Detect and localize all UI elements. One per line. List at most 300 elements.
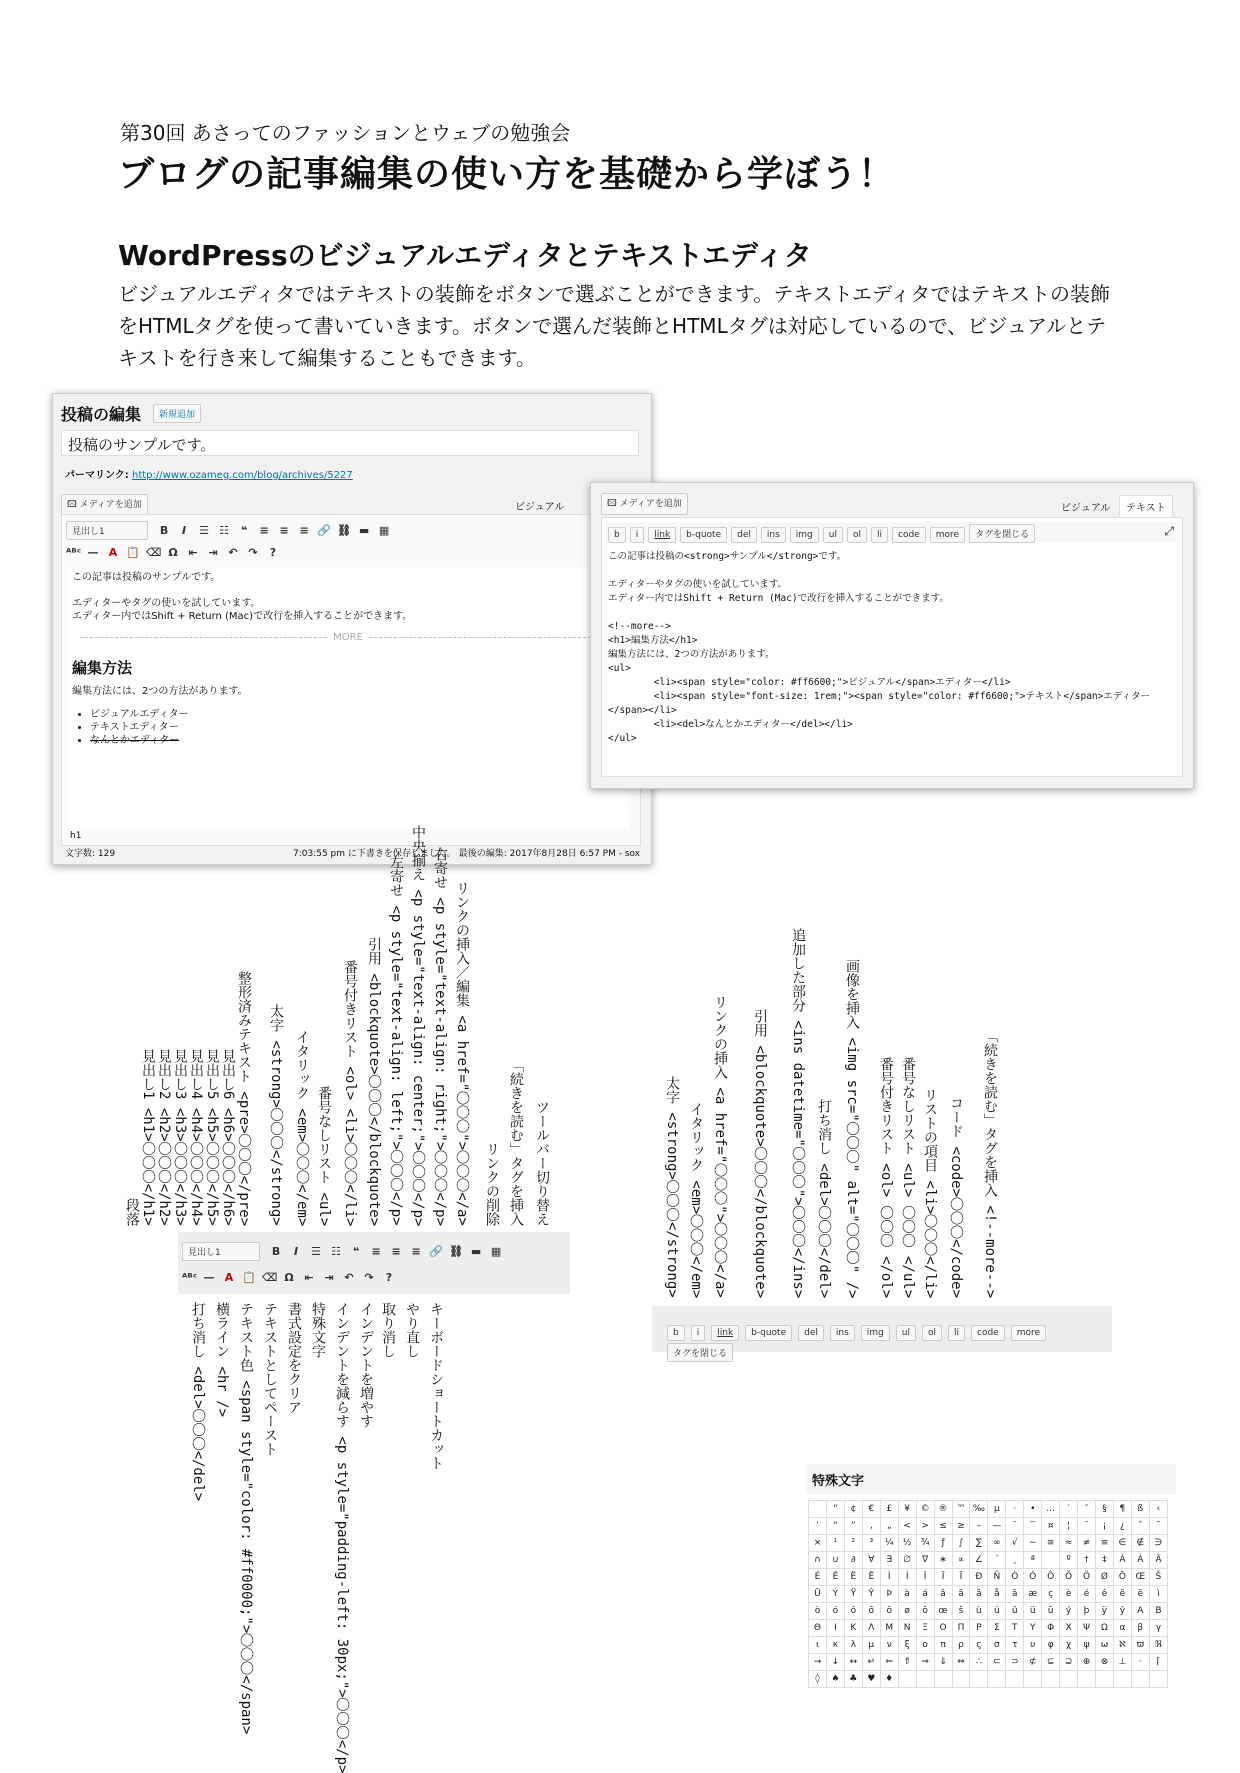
special-char-cell[interactable]: ÿ	[1096, 1603, 1114, 1620]
quicktag-button[interactable]: code	[892, 527, 926, 543]
special-char-cell[interactable]: Š	[1149, 1569, 1167, 1586]
special-char-cell[interactable]: Π	[952, 1620, 970, 1637]
special-char-cell[interactable]: Ī	[952, 1569, 970, 1586]
special-char-cell	[1078, 1671, 1096, 1688]
special-char-cell[interactable]: Ê	[826, 1569, 844, 1586]
align-right-icon[interactable]: ≡	[299, 524, 309, 537]
clear-format-icon[interactable]: ⌫	[262, 1271, 278, 1284]
special-char-cell[interactable]: ˆ	[1131, 1518, 1149, 1535]
special-char-cell[interactable]: >	[916, 1518, 934, 1535]
special-char-cell[interactable]: ″	[1078, 1501, 1096, 1518]
special-char-cell[interactable]: ú	[988, 1603, 1006, 1620]
special-char-cell[interactable]: ↔	[844, 1654, 862, 1671]
special-char-cell[interactable]: ù	[970, 1603, 988, 1620]
special-char-cell[interactable]: ‡	[1096, 1552, 1114, 1569]
special-char-cell[interactable]: ♥	[862, 1671, 880, 1688]
align-center-icon[interactable]: ≡	[279, 524, 289, 537]
quicktag-button[interactable]: li	[871, 527, 888, 543]
special-char-cell[interactable]: ι	[809, 1637, 827, 1654]
special-char-cell[interactable]: ↵	[862, 1654, 880, 1671]
special-char-cell[interactable]: ∅	[898, 1552, 916, 1569]
special-char-cell[interactable]: Ò	[1006, 1569, 1024, 1586]
special-char-cell[interactable]: ∩	[809, 1552, 827, 1569]
special-char-cell[interactable]: æ	[1024, 1586, 1042, 1603]
special-char-cell[interactable]: É	[809, 1569, 827, 1586]
special-char-cell[interactable]: ¹	[826, 1535, 844, 1552]
quicktag-button[interactable]: タグを閉じる	[667, 1343, 733, 1362]
special-char-cell[interactable]: φ	[1042, 1637, 1060, 1654]
special-char-cell[interactable]: Ý	[826, 1586, 844, 1603]
special-char-cell[interactable]: μ	[862, 1637, 880, 1654]
special-char-cell	[898, 1671, 916, 1688]
tab-visual[interactable]: ビジュアル	[1061, 503, 1111, 514]
special-char-cell[interactable]: Á	[1131, 1552, 1149, 1569]
special-char-cell[interactable]: √	[1006, 1535, 1024, 1552]
outdent-icon[interactable]: ⇤	[304, 1271, 314, 1284]
undo-icon[interactable]: ↶	[228, 546, 238, 559]
special-char-cell[interactable]: Õ	[1060, 1569, 1078, 1586]
special-char-cell[interactable]: ⊕	[1078, 1654, 1096, 1671]
special-char-cell[interactable]: ê	[1096, 1586, 1114, 1603]
quicktag-button[interactable]: タグを閉じる	[969, 524, 1035, 543]
special-char-cell[interactable]: ◊	[809, 1671, 827, 1688]
numbered-list-icon[interactable]: ☷	[331, 1245, 342, 1258]
special-char-cell[interactable]: ¶	[1113, 1501, 1131, 1518]
blockquote-icon[interactable]: ❝	[352, 1245, 360, 1258]
visual-editor-content[interactable]: この記事は投稿のサンプルです。 エディターやタグの使いを試しています。 エディター内ではShift + Return (Mac)で改行を挿入することができます。 MORE 編集方法 編集方法には、2つの方法があります。 • ビジュアルエディター • テキストエディター • なんとかエディター	[68, 567, 628, 829]
add-media-button[interactable]: 🖾 メディアを追加	[61, 494, 148, 516]
special-char-cell[interactable]: ½	[898, 1535, 916, 1552]
align-left-icon[interactable]: ≡	[259, 524, 269, 537]
special-char-cell[interactable]: À	[1113, 1552, 1131, 1569]
special-char-cell[interactable]: ϖ	[1131, 1637, 1149, 1654]
special-char-cell[interactable]: Î	[916, 1569, 934, 1586]
special-char-cell[interactable]: ⊇	[1060, 1654, 1078, 1671]
special-char-cell[interactable]: ω	[1096, 1637, 1114, 1654]
special-char-cell[interactable]: σ	[988, 1637, 1006, 1654]
quicktag-button[interactable]: li	[948, 1325, 965, 1341]
special-char-cell[interactable]: ∴	[970, 1654, 988, 1671]
special-char-cell[interactable]: ⇔	[952, 1654, 970, 1671]
special-char-cell[interactable]: “	[826, 1518, 844, 1535]
special-char-cell[interactable]: Ø	[1096, 1569, 1114, 1586]
special-char-cell[interactable]: Ë	[844, 1569, 862, 1586]
special-char-cell[interactable]: ⇑	[898, 1654, 916, 1671]
special-char-cell[interactable]: â	[934, 1586, 952, 1603]
special-char-cell[interactable]: ý	[1060, 1603, 1078, 1620]
quicktag-button[interactable]: b	[608, 527, 626, 543]
special-char-cell	[1024, 1671, 1042, 1688]
quicktag-button[interactable]: i	[630, 527, 645, 543]
special-char-cell[interactable]: ∋	[1149, 1535, 1167, 1552]
special-char-cell[interactable]: á	[916, 1586, 934, 1603]
special-char-cell[interactable]: →	[809, 1654, 827, 1671]
quicktag-button[interactable]: ol	[922, 1325, 942, 1341]
special-char-cell[interactable]: ·	[1006, 1501, 1024, 1518]
link-icon[interactable]: 🔗	[429, 1245, 443, 1258]
special-char-cell[interactable]: Ξ	[916, 1620, 934, 1637]
format-select[interactable]: 見出し1	[66, 521, 148, 540]
special-char-cell[interactable]: ♣	[844, 1671, 862, 1688]
special-char-cell[interactable]: ∫	[952, 1535, 970, 1552]
special-char-cell[interactable]: ¦	[1060, 1518, 1078, 1535]
special-char-cell[interactable]: ∂	[844, 1552, 862, 1569]
special-char-cell[interactable]: υ	[1024, 1637, 1042, 1654]
special-char-cell[interactable]: ç	[1042, 1586, 1060, 1603]
toolbar-button-label: コード <code>〇〇〇</code>	[948, 1095, 964, 1298]
special-char-cell[interactable]: ×	[809, 1535, 827, 1552]
special-char-cell[interactable]: ¸	[1006, 1552, 1024, 1569]
text-color-icon[interactable]: A	[108, 546, 118, 559]
special-char-cell[interactable]: Ì	[880, 1569, 898, 1586]
special-char-cell[interactable]: κ	[826, 1637, 844, 1654]
special-char-cell[interactable]: ™	[952, 1501, 970, 1518]
special-char-cell[interactable]: ⊥	[1113, 1654, 1131, 1671]
special-char-cell[interactable]: "	[826, 1501, 844, 1518]
special-char-cell[interactable]: ⇓	[934, 1654, 952, 1671]
special-char-cell[interactable]: ¾	[916, 1535, 934, 1552]
special-char-cell[interactable]: Ŷ	[862, 1586, 880, 1603]
special-char-cell[interactable]: ö	[880, 1603, 898, 1620]
special-char-cell[interactable]: Χ	[1060, 1620, 1078, 1637]
special-char-cell[interactable]: œ	[934, 1603, 952, 1620]
special-char-cell[interactable]: ¨	[1078, 1518, 1096, 1535]
special-char-cell[interactable]: Ï	[934, 1569, 952, 1586]
special-char-cell[interactable]: …	[1042, 1501, 1060, 1518]
special-char-cell[interactable]: ≡	[1096, 1535, 1114, 1552]
special-char-cell[interactable]: ō	[916, 1603, 934, 1620]
special-char-cell[interactable]: †	[1078, 1552, 1096, 1569]
special-char-cell[interactable]: ∗	[934, 1552, 952, 1569]
special-char-cell[interactable]: π	[934, 1637, 952, 1654]
special-char-cell[interactable]: Λ	[862, 1620, 880, 1637]
special-char-cell[interactable]: –	[970, 1518, 988, 1535]
horizontal-line-icon[interactable]: —	[87, 546, 99, 559]
special-char-cell[interactable]: Ñ	[988, 1569, 1006, 1586]
special-char-cell[interactable]: ρ	[952, 1637, 970, 1654]
quicktag-button[interactable]: ins	[761, 527, 786, 543]
special-char-cell[interactable]: Œ	[1131, 1569, 1149, 1586]
special-char-cell	[970, 1671, 988, 1688]
special-char-cell[interactable]: ⊄	[1024, 1654, 1042, 1671]
permalink-url[interactable]: http://www.ozameg.com/blog/archives/5227	[132, 470, 353, 481]
special-char-cell[interactable]: £	[880, 1501, 898, 1518]
undo-icon[interactable]: ↶	[344, 1271, 354, 1284]
special-char-cell[interactable]: ã	[952, 1586, 970, 1603]
special-char-cell[interactable]: Ι	[826, 1620, 844, 1637]
special-char-icon[interactable]: Ω	[168, 546, 178, 559]
special-char-cell[interactable]: Ψ	[1078, 1620, 1096, 1637]
numbered-list-icon[interactable]: ☷	[219, 524, 230, 537]
special-char-cell[interactable]: ⋅	[1131, 1654, 1149, 1671]
special-char-cell[interactable]: ®	[934, 1501, 952, 1518]
quicktag-button[interactable]: b	[667, 1325, 685, 1341]
special-char-cell[interactable]: ü	[1024, 1603, 1042, 1620]
special-char-cell[interactable]: ∠	[970, 1552, 988, 1569]
quicktag-button[interactable]: more	[930, 527, 965, 543]
special-char-cell[interactable]: ≠	[1078, 1535, 1096, 1552]
special-char-cell[interactable]: ³	[862, 1535, 880, 1552]
indent-icon[interactable]: ⇥	[324, 1271, 334, 1284]
special-char-cell[interactable]	[809, 1501, 827, 1518]
special-char-cell[interactable]: ¥	[898, 1501, 916, 1518]
special-char-cell[interactable]: ∝	[952, 1552, 970, 1569]
redo-icon[interactable]: ↷	[248, 546, 258, 559]
special-char-cell[interactable]: þ	[1078, 1603, 1096, 1620]
special-char-cell[interactable]: Ô	[1042, 1569, 1060, 1586]
special-char-cell[interactable]: ŷ	[1113, 1603, 1131, 1620]
special-char-cell[interactable]: Τ	[1006, 1620, 1024, 1637]
quicktag-button[interactable]: ol	[847, 527, 867, 543]
clear-format-icon[interactable]: ⌫	[146, 546, 162, 559]
special-char-cell[interactable]: ⊆	[1042, 1654, 1060, 1671]
special-char-cell[interactable]: ¿	[1113, 1518, 1131, 1535]
align-left-icon[interactable]: ≡	[371, 1245, 381, 1258]
special-char-cell[interactable]: ς	[970, 1637, 988, 1654]
special-char-cell[interactable]: ′	[1060, 1501, 1078, 1518]
special-char-cell[interactable]: Ō	[1113, 1569, 1131, 1586]
quicktag-button[interactable]: del	[798, 1325, 824, 1341]
italic-icon[interactable]: I	[182, 524, 187, 537]
horizontal-line-icon[interactable]: —	[203, 1271, 215, 1284]
special-char-cell[interactable]: Ē	[862, 1569, 880, 1586]
special-char-cell[interactable]: ⌈	[1149, 1654, 1167, 1671]
special-char-cell[interactable]: ∇	[916, 1552, 934, 1569]
special-char-cell[interactable]: λ	[844, 1637, 862, 1654]
special-char-cell[interactable]: ∼	[1024, 1535, 1042, 1552]
special-char-cell[interactable]: β	[1131, 1620, 1149, 1637]
special-char-cell[interactable]: γ	[1149, 1620, 1167, 1637]
special-char-cell[interactable]: Ÿ	[844, 1586, 862, 1603]
toolbar-button-label: 書式設定をクリア	[286, 1302, 302, 1414]
redo-icon[interactable]: ↷	[364, 1271, 374, 1284]
special-char-cell[interactable]: ß	[1131, 1501, 1149, 1518]
special-char-cell[interactable]: „	[880, 1518, 898, 1535]
special-char-cell[interactable]: ⊗	[1096, 1654, 1114, 1671]
special-char-cell[interactable]: Þ	[880, 1586, 898, 1603]
special-char-cell[interactable]: ≅	[1042, 1535, 1060, 1552]
special-char-cell[interactable]: ”	[844, 1518, 862, 1535]
tab-visual[interactable]: ビジュアル	[515, 502, 565, 513]
toolbar-toggle-icon[interactable]: ▦	[378, 524, 390, 537]
special-char-cell[interactable]: à	[898, 1586, 916, 1603]
special-char-cell[interactable]: €	[862, 1501, 880, 1518]
special-char-cell[interactable]: è	[1060, 1586, 1078, 1603]
special-char-cell[interactable]: ‰	[970, 1501, 988, 1518]
quicktag-button[interactable]: ins	[830, 1325, 855, 1341]
special-char-cell[interactable]: Ν	[898, 1620, 916, 1637]
special-char-cell[interactable]: <	[898, 1518, 916, 1535]
special-char-cell[interactable]: Φ	[1042, 1620, 1060, 1637]
add-new-button[interactable]: 新規追加	[153, 404, 201, 423]
unlink-icon[interactable]: ⛓	[337, 524, 352, 537]
special-char-cell[interactable]: ¡	[1096, 1518, 1114, 1535]
post-title-input[interactable]: 投稿のサンプルです。	[61, 430, 639, 456]
special-char-cell[interactable]: χ	[1060, 1637, 1078, 1654]
special-char-cell[interactable]: Ó	[1024, 1569, 1042, 1586]
special-char-cell[interactable]: Β	[1149, 1603, 1167, 1620]
special-char-cell[interactable]: ξ	[898, 1637, 916, 1654]
special-char-cell[interactable]: Ū	[809, 1586, 827, 1603]
special-char-cell[interactable]: ²	[844, 1535, 862, 1552]
special-char-cell[interactable]: ø	[898, 1603, 916, 1620]
special-char-cell[interactable]: Í	[898, 1569, 916, 1586]
special-char-cell[interactable]: ♦	[880, 1671, 898, 1688]
paste-text-icon[interactable]: 📋	[242, 1271, 256, 1284]
quicktag-button[interactable]: img	[861, 1325, 890, 1341]
special-char-cell[interactable]: ó	[826, 1603, 844, 1620]
special-char-cell[interactable]: ¤	[1042, 1518, 1060, 1535]
special-char-cell[interactable]: ⇒	[916, 1654, 934, 1671]
special-char-cell[interactable]: ë	[1113, 1586, 1131, 1603]
align-right-icon[interactable]: ≡	[411, 1245, 421, 1258]
toolbar-button-label: 見出し4 <h4>〇〇〇</h4>	[188, 1049, 204, 1226]
special-char-cell[interactable]: ∉	[1131, 1535, 1149, 1552]
special-char-cell[interactable]: ♠	[826, 1671, 844, 1688]
special-char-cell[interactable]: ƒ	[934, 1535, 952, 1552]
add-media-button[interactable]: 🖾 メディアを追加	[601, 493, 688, 515]
special-char-cell[interactable]: Σ	[988, 1620, 1006, 1637]
special-char-cell[interactable]: Ρ	[970, 1620, 988, 1637]
special-char-cell[interactable]: ¼	[880, 1535, 898, 1552]
paste-text-icon[interactable]: 📋	[126, 546, 140, 559]
special-char-cell[interactable]: α	[1113, 1620, 1131, 1637]
special-char-cell[interactable]: ē	[1131, 1586, 1149, 1603]
special-char-cell[interactable]: ’	[809, 1518, 827, 1535]
help-icon[interactable]: ?	[385, 1271, 393, 1284]
tab-text[interactable]: テキスト	[1119, 495, 1173, 518]
link-icon[interactable]: 🔗	[317, 524, 331, 537]
bold-icon[interactable]: B	[271, 1245, 281, 1258]
special-char-cell[interactable]: Ö	[1078, 1569, 1096, 1586]
bullet-list-icon[interactable]: ☰	[199, 524, 210, 537]
special-char-cell[interactable]: Â	[1149, 1552, 1167, 1569]
special-char-cell[interactable]: ≈	[1060, 1535, 1078, 1552]
special-char-cell[interactable]: ⇐	[880, 1654, 898, 1671]
text-editor-content[interactable]: この記事は投稿の<strong>サンプル</strong>です。 エディターやタグの使いを試しています。 エディター内ではShift + Return (Mac)で改行を挿入することができます。 <!--more--> <h1>編集方法</h1> 編集方法には、2つの方法があります。 <ul> <li><span style="color: #ff6600;">ビジュアル</span>エディター</li> <li><span style="font-size: 1rem;"><span style="color: #ff6600;">テキスト</span>エディター </span></li> <li><del>なんとかエディター</del></li> </ul>	[608, 551, 1151, 744]
special-char-cell[interactable]: ‚	[862, 1518, 880, 1535]
special-char-cell[interactable]: Ο	[934, 1620, 952, 1637]
blockquote-icon[interactable]: ❝	[240, 524, 248, 537]
more-tag-icon[interactable]: ▬	[470, 1245, 482, 1258]
special-char-cell[interactable]: ∈	[1113, 1535, 1131, 1552]
toolbar-button-label: 番号付きリスト <ol> 〇〇〇 </ol>	[878, 1056, 894, 1298]
text-color-icon[interactable]: A	[224, 1271, 234, 1284]
special-char-cell[interactable]: ⊃	[1006, 1654, 1024, 1671]
special-char-cell[interactable]: ↓	[826, 1654, 844, 1671]
special-char-cell[interactable]: ª	[1024, 1552, 1042, 1569]
strikethrough-icon[interactable]: ᴬᴮᶜ	[66, 546, 82, 559]
special-char-cell[interactable]: Κ	[844, 1620, 862, 1637]
more-tag-icon[interactable]: ▬	[358, 524, 370, 537]
italic-icon[interactable]: I	[294, 1245, 299, 1258]
help-icon[interactable]: ?	[269, 546, 277, 559]
quicktag-button[interactable]: b-quote	[745, 1325, 792, 1341]
bullet-list-icon[interactable]: ☰	[311, 1245, 322, 1258]
special-char-cell[interactable]: ψ	[1078, 1637, 1096, 1654]
special-char-cell[interactable]: ì	[1149, 1586, 1167, 1603]
special-char-cell[interactable]: ©	[916, 1501, 934, 1518]
special-char-cell[interactable]	[1042, 1552, 1060, 1569]
special-char-cell[interactable]: ¢	[844, 1501, 862, 1518]
special-char-cell[interactable]: ⊂	[988, 1654, 1006, 1671]
special-char-icon[interactable]: Ω	[284, 1271, 294, 1284]
special-char-cell[interactable]: Μ	[880, 1620, 898, 1637]
special-char-cell[interactable]: õ	[862, 1603, 880, 1620]
align-center-icon[interactable]: ≡	[391, 1245, 401, 1258]
special-char-cell[interactable]: ∑	[970, 1535, 988, 1552]
toolbar-toggle-icon[interactable]: ▦	[490, 1245, 502, 1258]
quicktag-button[interactable]: more	[1011, 1325, 1046, 1341]
bold-icon[interactable]: B	[159, 524, 169, 537]
special-char-cell[interactable]: é	[1078, 1586, 1096, 1603]
special-char-cell[interactable]: ‾	[1024, 1518, 1042, 1535]
special-char-cell[interactable]: ū	[1042, 1603, 1060, 1620]
special-char-cell[interactable]: ‹	[1149, 1501, 1167, 1518]
quicktag-button[interactable]: link	[648, 527, 676, 543]
special-char-cell[interactable]: ò	[809, 1603, 827, 1620]
special-char-cell[interactable]: ô	[844, 1603, 862, 1620]
special-char-cell[interactable]: τ	[1006, 1637, 1024, 1654]
quicktag-button[interactable]: ul	[896, 1325, 916, 1341]
special-char-cell[interactable]: ℜ	[1149, 1637, 1167, 1654]
special-char-cell[interactable]: Α	[1131, 1603, 1149, 1620]
special-char-cell[interactable]: µ	[988, 1501, 1006, 1518]
format-select[interactable]: 見出し1	[182, 1242, 260, 1261]
special-char-cell[interactable]: š	[952, 1603, 970, 1620]
quicktag-button[interactable]: i	[691, 1325, 706, 1341]
toolbar-button-label: 段落	[124, 1198, 140, 1226]
special-char-cell[interactable]: ¯	[1006, 1518, 1024, 1535]
special-char-cell[interactable]: Ω	[1096, 1620, 1114, 1637]
special-char-cell[interactable]: Υ	[1024, 1620, 1042, 1637]
special-char-cell[interactable]: Ð	[970, 1569, 988, 1586]
special-char-cell[interactable]: ä	[970, 1586, 988, 1603]
outdent-icon[interactable]: ⇤	[188, 546, 198, 559]
indent-icon[interactable]: ⇥	[208, 546, 218, 559]
special-char-cell[interactable]: ā	[1006, 1586, 1024, 1603]
special-char-cell[interactable]: û	[1006, 1603, 1024, 1620]
special-char-cell[interactable]: —	[988, 1518, 1006, 1535]
special-char-cell[interactable]: ο	[916, 1637, 934, 1654]
strikethrough-icon[interactable]: ᴬᴮᶜ	[182, 1271, 198, 1284]
special-char-cell[interactable]: ∀	[862, 1552, 880, 1569]
special-char-cell[interactable]: ´	[988, 1552, 1006, 1569]
special-char-cell[interactable]: ∞	[988, 1535, 1006, 1552]
special-char-cell[interactable]: ≥	[952, 1518, 970, 1535]
unlink-icon[interactable]: ⛓	[449, 1245, 464, 1258]
special-char-cell[interactable]: ∃	[880, 1552, 898, 1569]
special-char-cell[interactable]: º	[1060, 1552, 1078, 1569]
special-char-cell[interactable]: ˜	[1149, 1518, 1167, 1535]
special-char-cell[interactable]: •	[1024, 1501, 1042, 1518]
fullscreen-icon[interactable]: ⤢	[1164, 524, 1174, 538]
special-char-cell[interactable]: Θ	[809, 1620, 827, 1637]
special-char-cell[interactable]: §	[1096, 1501, 1114, 1518]
special-char-cell[interactable]: å	[988, 1586, 1006, 1603]
quicktag-button[interactable]: del	[731, 527, 757, 543]
quicktag-button[interactable]: code	[971, 1325, 1005, 1341]
quicktag-button[interactable]: ul	[823, 527, 843, 543]
special-char-cell[interactable]: ℵ	[1113, 1637, 1131, 1654]
quicktag-button[interactable]: link	[711, 1325, 739, 1341]
more-divider: MORE	[329, 632, 367, 643]
special-char-cell[interactable]: ≤	[934, 1518, 952, 1535]
special-char-cell[interactable]: ν	[880, 1637, 898, 1654]
quicktag-button[interactable]: b-quote	[680, 527, 727, 543]
quicktag-button[interactable]: img	[790, 527, 819, 543]
special-char-cell[interactable]: ∪	[826, 1552, 844, 1569]
